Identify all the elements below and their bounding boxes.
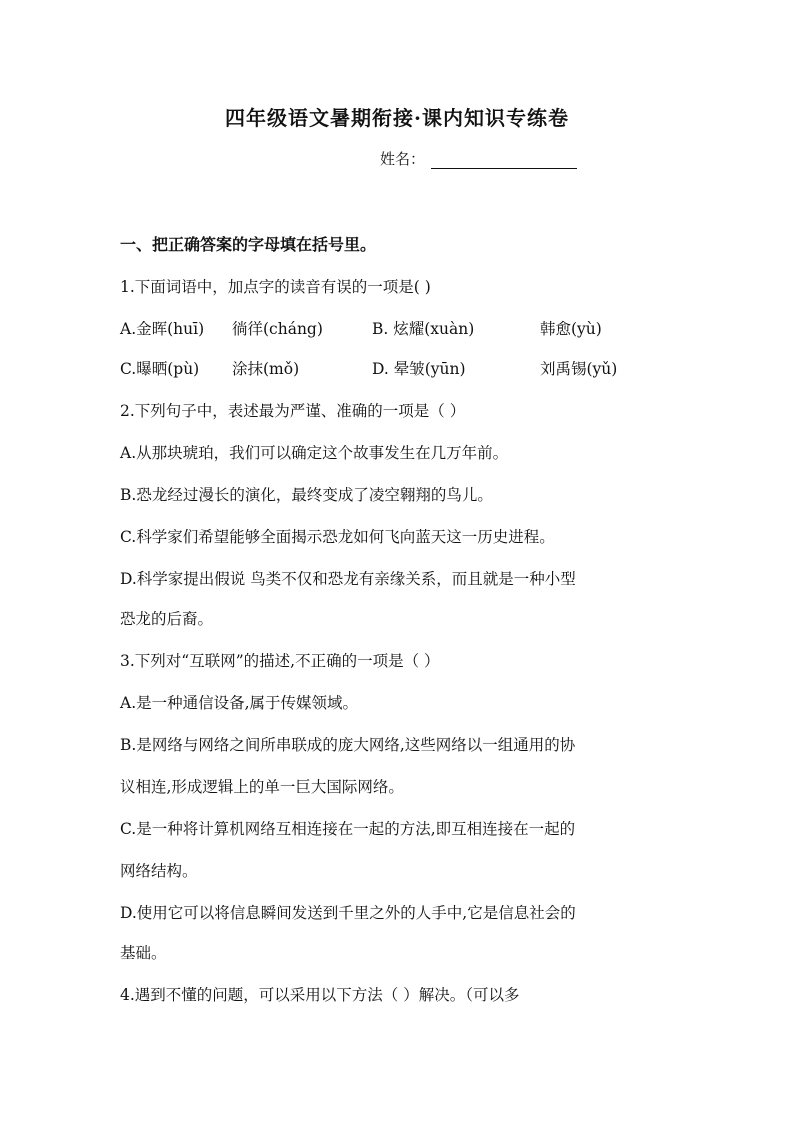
q1-option-a-word2: 徜徉(cháng) xyxy=(232,320,323,338)
q3-option-d-line1: D.使用它可以将信息瞬间发送到千里之外的人手中,它是信息社会的 xyxy=(120,904,576,922)
name-blank-line[interactable] xyxy=(431,150,577,169)
q3-option-b-line1: B.是网络与网络之间所串联成的庞大网络,这些网络以一组通用的协 xyxy=(120,736,576,754)
page-title: 四年级语文暑期衔接·课内知识专练卷 xyxy=(225,106,569,130)
q1-option-c-word2: 涂抹(mǒ) xyxy=(232,360,300,378)
name-field xyxy=(380,148,577,169)
question-2-stem: 2.下列句子中，表述最为严谨、准确的一项是（ ） xyxy=(120,402,466,420)
q1-option-b-word1: B. 炫耀(xuàn) xyxy=(372,320,475,338)
q1-option-d-word2: 刘禹锡(yǔ) xyxy=(540,360,618,378)
question-4-stem: 4.遇到不懂的问题，可以采用以下方法（ ）解决。（可以多 xyxy=(120,986,520,1004)
q1-option-d-word1: D. 晕皱(yūn) xyxy=(372,360,466,378)
q1-option-a-word1: A.金晖(huī) xyxy=(120,320,205,338)
q2-option-d-line1: D.科学家提出假说 鸟类不仅和恐龙有亲缘关系，而且就是一种小型 xyxy=(120,570,576,588)
q3-option-b-line2: 议相连,形成逻辑上的单一巨大国际网络。 xyxy=(120,778,404,796)
section-heading: 一、把正确答案的字母填在括号里。 xyxy=(120,235,377,254)
q2-option-b: B.恐龙经过漫长的演化，最终变成了凌空翱翔的鸟儿。 xyxy=(120,486,493,504)
name-label: 姓名： xyxy=(380,150,426,168)
q1-option-c-word1: C.曝晒(pù) xyxy=(120,360,200,378)
q1-option-b-word2: 韩愈(yù) xyxy=(540,320,602,338)
question-3-stem: 3.下列对“互联网”的描述,不正确的一项是（ ） xyxy=(120,652,440,670)
q2-option-c: C.科学家们希望能够全面揭示恐龙如何飞向蓝天这一历史进程。 xyxy=(120,528,555,546)
q3-option-a: A.是一种通信设备,属于传媒领域。 xyxy=(120,694,359,712)
question-1-stem: 1.下面词语中，加点字的读音有误的一项是( ) xyxy=(120,278,431,296)
q3-option-c-line2: 网络结构。 xyxy=(120,862,198,880)
q3-option-c-line1: C.是一种将计算机网络互相连接在一起的方法,即互相连接在一起的 xyxy=(120,820,576,838)
q3-option-d-line2: 基础。 xyxy=(120,944,167,962)
q2-option-d-line2: 恐龙的后裔。 xyxy=(120,610,214,628)
q2-option-a: A.从那块琥珀，我们可以确定这个故事发生在几万年前。 xyxy=(120,444,509,462)
